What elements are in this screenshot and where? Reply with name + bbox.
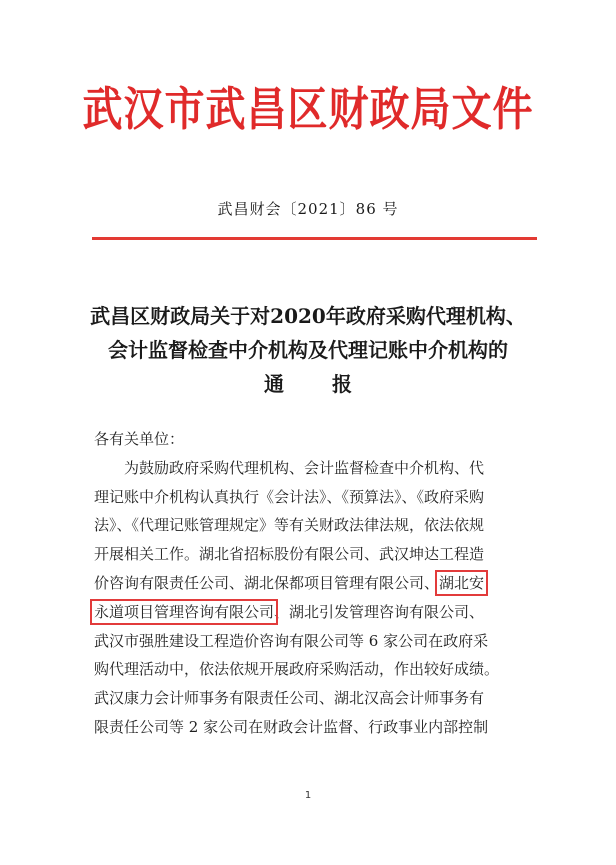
highlight-box-company-part-1: 湖北安 [439,573,485,592]
body-line-1: 为鼓励政府采购代理机构、会计监督检查中介机构、代 [124,458,485,477]
notice-body [94,425,534,742]
body-line-4: 开展相关工作。湖北省招标股份有限公司、武汉坤达工程造 [94,545,485,564]
body-line-5 [94,569,534,598]
body-line-9: 武汉康力会计师事务有限责任公司、湖北汉高会计师事务有 [94,689,485,708]
red-divider-rule [92,237,537,240]
body-line-5-text: 价咨询有限责任公司、湖北保都项目管理有限公司、 [94,573,440,592]
document-header-title: 武汉市武昌区财政局文件 [82,82,534,137]
body-line-6-rest: 、湖北引发管理咨询有限公司、 [274,602,485,621]
notice-title [0,299,616,401]
highlight-box-company-part-2: 永道项目管理咨询有限公司 [94,602,275,621]
body-line-3: 法》、《代理记账管理规定》等有关财政法律法规，依法依规 [94,516,485,535]
body-line-8: 购代理活动中，依法依规开展政府采购活动，作出较好成绩。 [94,660,500,679]
body-line-6 [94,598,534,627]
notice-title-line-3: 通报 [264,372,400,396]
body-line-7: 武汉市强胜建设工程造价咨询有限公司等 6 家公司在政府采 [94,631,489,650]
salutation: 各有关单位： [94,430,185,448]
body-line-2: 理记账中介机构认真执行《会计法》、《预算法》、《政府采购 [94,487,485,506]
page-number: 1 [304,790,312,801]
document-number: 武昌财会〔2021〕86 号 [217,200,399,218]
notice-title-line-2: 会计监督检查中介机构及代理记账中介机构的 [108,338,508,362]
notice-title-line-1: 武昌区财政局关于对2020年政府采购代理机构、 [90,304,526,328]
body-line-10: 限责任公司等 2 家公司在财政会计监督、行政事业内部控制 [94,717,489,736]
